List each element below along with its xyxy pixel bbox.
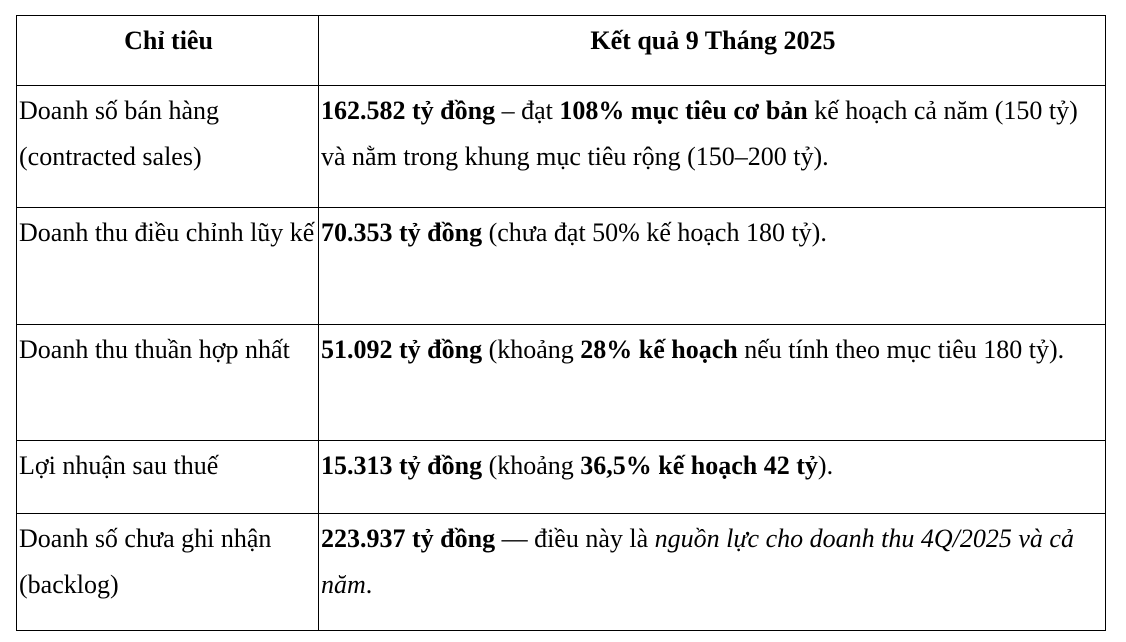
- header-row: [17, 16, 1106, 86]
- value-segment: 70.353 tỷ đồng: [321, 218, 483, 247]
- value-segment: .: [365, 570, 373, 599]
- row-value: [319, 325, 1106, 441]
- value-segment: — điều này là: [495, 524, 655, 553]
- value-segment: 162.582 tỷ đồng: [321, 96, 496, 125]
- value-segment: 36,5% kế hoạch 42 tỷ: [580, 451, 818, 480]
- value-segment: 15.313 tỷ đồng: [321, 451, 483, 480]
- row-label: Lợi nhuận sau thuế: [17, 441, 319, 514]
- value-segment: kế hoạch cả năm (150 tỷ) và nằm trong khung mục tiêu rộng (150–200 tỷ).: [321, 96, 1078, 171]
- value-segment: nguồn lực cho doanh thu 4Q/2025 và cả năm: [321, 524, 1074, 599]
- value-segment: 28% kế hoạch: [580, 335, 738, 364]
- table-row: [17, 86, 1106, 208]
- value-segment: 223.937 tỷ đồng: [321, 524, 496, 553]
- table-row: [17, 441, 1106, 514]
- value-segment: (khoảng: [482, 335, 581, 364]
- table-row: [17, 208, 1106, 325]
- table-row: [17, 325, 1106, 441]
- row-value: [319, 86, 1106, 208]
- results-table: [16, 15, 1106, 631]
- table-row: [17, 514, 1106, 631]
- value-segment: (khoảng: [482, 451, 581, 480]
- row-label: Doanh thu điều chỉnh lũy kế: [17, 208, 319, 325]
- value-segment: nếu tính theo mục tiêu 180 tỷ).: [737, 335, 1065, 364]
- header-result: Kết quả 9 Tháng 2025: [319, 16, 1106, 86]
- row-value: [319, 514, 1106, 631]
- value-segment: ).: [817, 451, 834, 480]
- row-label: Doanh số chưa ghi nhận (backlog): [17, 514, 319, 631]
- row-value: [319, 441, 1106, 514]
- value-segment: – đạt: [495, 96, 560, 125]
- header-indicator: Chỉ tiêu: [17, 16, 319, 86]
- value-segment: (chưa đạt 50% kế hoạch 180 tỷ).: [482, 218, 827, 247]
- value-segment: 108% mục tiêu cơ bản: [559, 96, 808, 125]
- row-value: [319, 208, 1106, 325]
- value-segment: 51.092 tỷ đồng: [321, 335, 483, 364]
- row-label: Doanh số bán hàng (contracted sales): [17, 86, 319, 208]
- row-label: Doanh thu thuần hợp nhất: [17, 325, 319, 441]
